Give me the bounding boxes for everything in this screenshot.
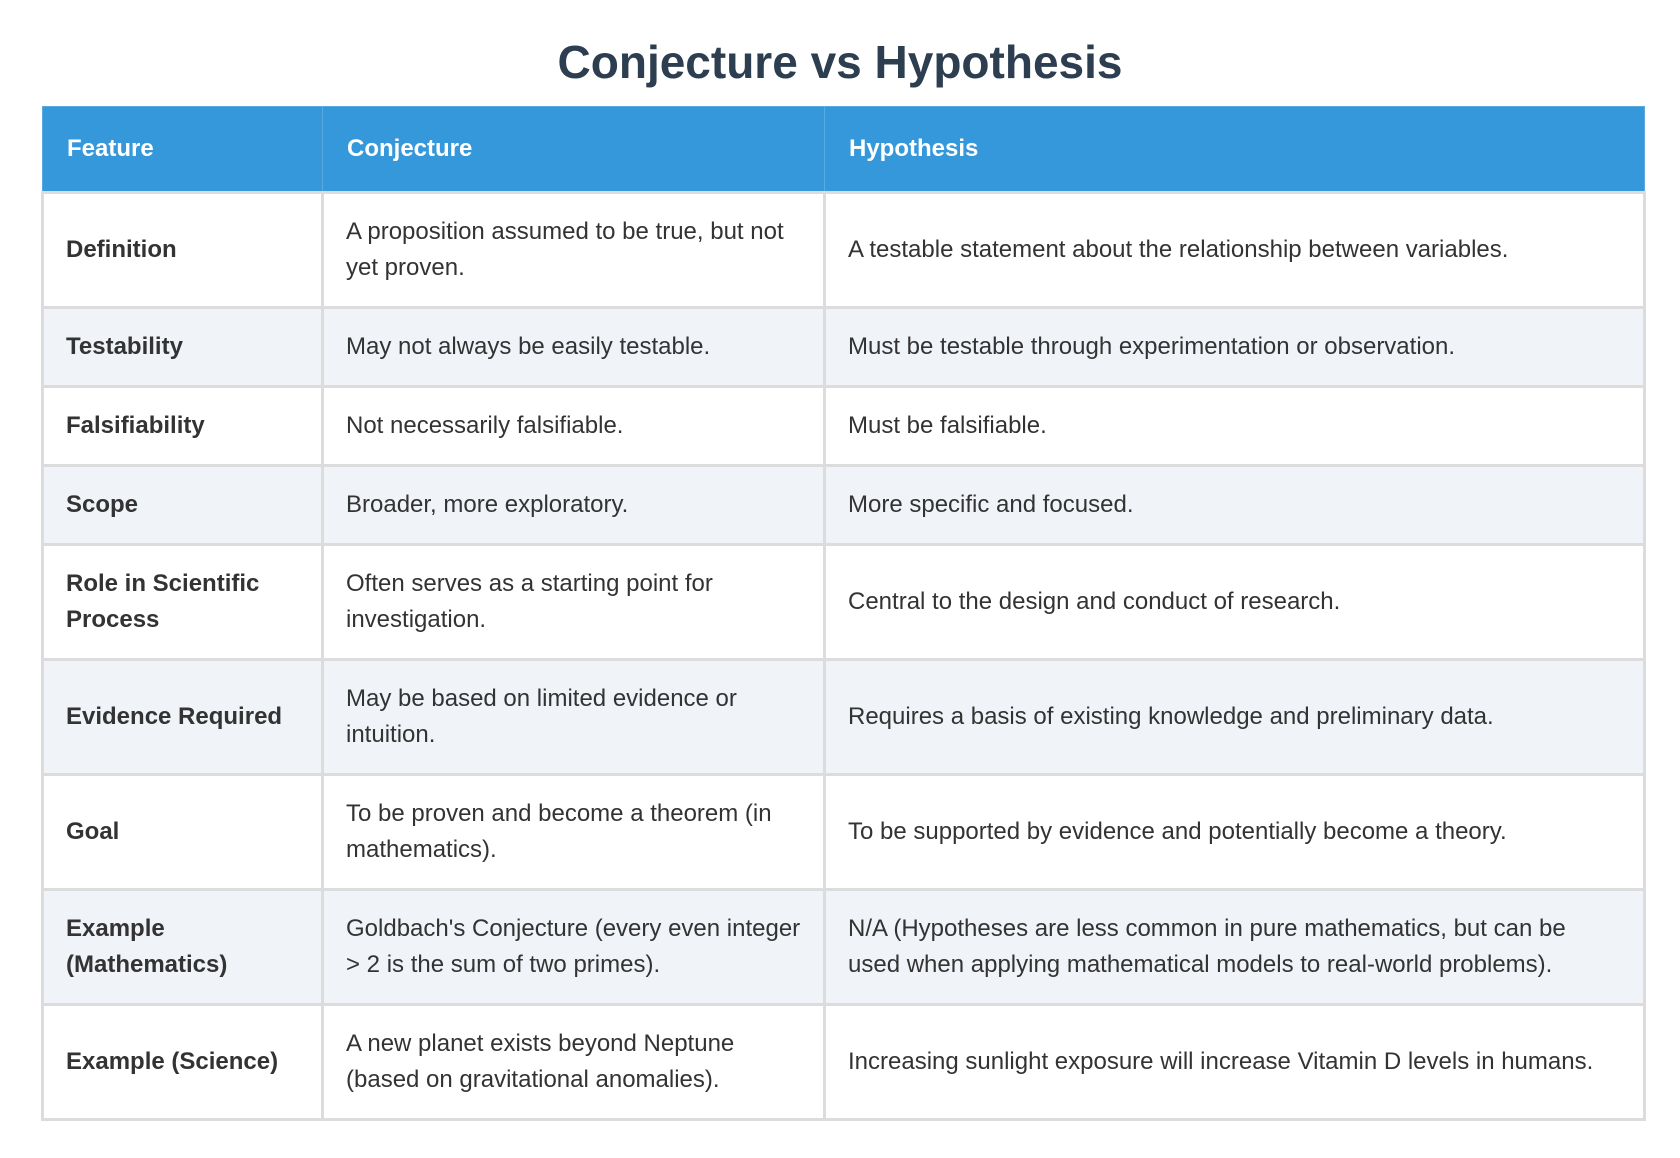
table-row: [43, 545, 1645, 660]
table-row: [43, 308, 1645, 387]
conjecture-cell: A new planet exists beyond Neptune (based on gravitational anomalies).: [323, 1005, 825, 1120]
conjecture-cell: May not always be easily testable.: [323, 308, 825, 387]
page-title: Conjecture vs Hypothesis: [557, 36, 1123, 88]
hypothesis-cell: Central to the design and conduct of research.: [825, 545, 1645, 660]
hypothesis-cell: To be supported by evidence and potentially become a theory.: [825, 775, 1645, 890]
feature-cell: Falsifiability: [43, 387, 323, 466]
feature-cell: Evidence Required: [43, 660, 323, 775]
feature-cell: Example (Mathematics): [43, 890, 323, 1005]
feature-cell: Testability: [43, 308, 323, 387]
table-row: [43, 660, 1645, 775]
hypothesis-cell: N/A (Hypotheses are less common in pure mathematics, but can be used when applying mathematical models to real-world problems).: [825, 890, 1645, 1005]
hypothesis-cell: Must be testable through experimentation or observation.: [825, 308, 1645, 387]
conjecture-cell: To be proven and become a theorem (in mathematics).: [323, 775, 825, 890]
hypothesis-cell: A testable statement about the relationship between variables.: [825, 193, 1645, 308]
feature-cell: Scope: [43, 466, 323, 545]
comparison-table: [41, 106, 1646, 1121]
header-hypothesis: Hypothesis: [825, 107, 1645, 193]
feature-cell: Example (Science): [43, 1005, 323, 1120]
conjecture-cell: Not necessarily falsifiable.: [323, 387, 825, 466]
hypothesis-cell: More specific and focused.: [825, 466, 1645, 545]
conjecture-cell: Goldbach's Conjecture (every even integer > 2 is the sum of two primes).: [323, 890, 825, 1005]
conjecture-cell: Broader, more exploratory.: [323, 466, 825, 545]
feature-cell: Role in Scientific Process: [43, 545, 323, 660]
conjecture-cell: A proposition assumed to be true, but not yet proven.: [323, 193, 825, 308]
header-row: [43, 107, 1645, 193]
comparison-table-container: [41, 106, 1643, 1121]
table-row: [43, 466, 1645, 545]
table-row: [43, 1005, 1645, 1120]
header-conjecture: Conjecture: [323, 107, 825, 193]
feature-cell: Goal: [43, 775, 323, 890]
header-feature: Feature: [43, 107, 323, 193]
conjecture-cell: Often serves as a starting point for investigation.: [323, 545, 825, 660]
conjecture-cell: May be based on limited evidence or intuition.: [323, 660, 825, 775]
table-row: [43, 387, 1645, 466]
hypothesis-cell: Must be falsifiable.: [825, 387, 1645, 466]
table-row: [43, 890, 1645, 1005]
hypothesis-cell: Increasing sunlight exposure will increase Vitamin D levels in humans.: [825, 1005, 1645, 1120]
table-body: [43, 193, 1645, 1120]
table-header: [43, 107, 1645, 193]
feature-cell: Definition: [43, 193, 323, 308]
table-row: [43, 193, 1645, 308]
hypothesis-cell: Requires a basis of existing knowledge and preliminary data.: [825, 660, 1645, 775]
table-row: [43, 775, 1645, 890]
